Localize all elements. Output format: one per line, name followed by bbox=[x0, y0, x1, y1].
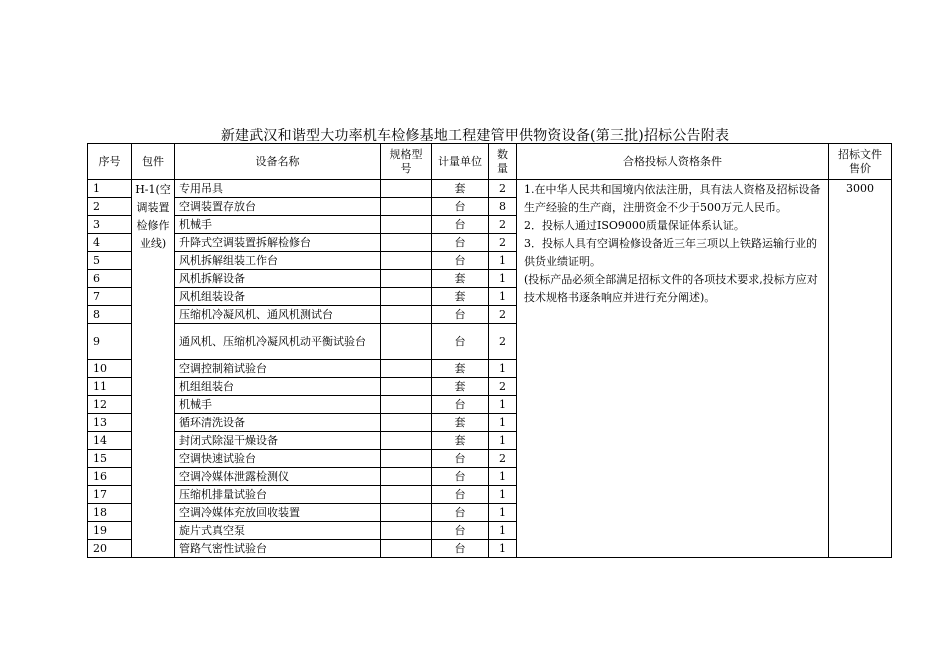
row-number: 20 bbox=[88, 540, 132, 558]
quantity: 1 bbox=[489, 360, 517, 378]
header-unit: 计量单位 bbox=[432, 144, 489, 180]
unit-of-measure: 台 bbox=[432, 234, 489, 252]
row-number: 8 bbox=[88, 306, 132, 324]
spec-model bbox=[381, 306, 432, 324]
equipment-name: 机械手 bbox=[175, 216, 381, 234]
row-number: 13 bbox=[88, 414, 132, 432]
unit-of-measure: 套 bbox=[432, 414, 489, 432]
quantity: 1 bbox=[489, 540, 517, 558]
quantity: 2 bbox=[489, 450, 517, 468]
row-number: 6 bbox=[88, 270, 132, 288]
unit-of-measure: 台 bbox=[432, 522, 489, 540]
quantity: 1 bbox=[489, 522, 517, 540]
table-body bbox=[88, 180, 892, 558]
header-package: 包件 bbox=[132, 144, 175, 180]
unit-of-measure: 台 bbox=[432, 468, 489, 486]
equipment-name: 风机拆解设备 bbox=[175, 270, 381, 288]
tender-document-price: 3000 bbox=[829, 180, 892, 558]
spec-model bbox=[381, 378, 432, 396]
equipment-name: 空调冷媒体泄露检测仪 bbox=[175, 468, 381, 486]
header-row bbox=[88, 144, 892, 180]
row-number: 16 bbox=[88, 468, 132, 486]
unit-of-measure: 台 bbox=[432, 450, 489, 468]
row-number: 1 bbox=[88, 180, 132, 198]
equipment-name: 压缩机冷凝风机、通风机测试台 bbox=[175, 306, 381, 324]
quantity: 1 bbox=[489, 396, 517, 414]
spec-model bbox=[381, 360, 432, 378]
quantity: 2 bbox=[489, 180, 517, 198]
quantity: 1 bbox=[489, 414, 517, 432]
equipment-name: 风机组装设备 bbox=[175, 288, 381, 306]
unit-of-measure: 台 bbox=[432, 198, 489, 216]
unit-of-measure: 台 bbox=[432, 486, 489, 504]
header-conditions: 合格投标人资格条件 bbox=[517, 144, 829, 180]
quantity: 2 bbox=[489, 378, 517, 396]
row-number: 14 bbox=[88, 432, 132, 450]
row-number: 9 bbox=[88, 324, 132, 360]
row-number: 10 bbox=[88, 360, 132, 378]
spec-model bbox=[381, 324, 432, 360]
equipment-name: 空调装置存放台 bbox=[175, 198, 381, 216]
equipment-name: 机械手 bbox=[175, 396, 381, 414]
quantity: 1 bbox=[489, 468, 517, 486]
spec-model bbox=[381, 504, 432, 522]
header-name: 设备名称 bbox=[175, 144, 381, 180]
row-number: 7 bbox=[88, 288, 132, 306]
spec-model bbox=[381, 486, 432, 504]
package-cell: H-1(空调装置检修作业线) bbox=[132, 180, 175, 558]
unit-of-measure: 套 bbox=[432, 360, 489, 378]
spec-model bbox=[381, 288, 432, 306]
quantity: 1 bbox=[489, 486, 517, 504]
header-spec: 规格型号 bbox=[381, 144, 432, 180]
row-number: 5 bbox=[88, 252, 132, 270]
spec-model bbox=[381, 216, 432, 234]
equipment-name: 空调快速试验台 bbox=[175, 450, 381, 468]
header-price: 招标文件售价 bbox=[829, 144, 892, 180]
unit-of-measure: 台 bbox=[432, 306, 489, 324]
spec-model bbox=[381, 468, 432, 486]
equipment-name: 压缩机排量试验台 bbox=[175, 486, 381, 504]
row-number: 15 bbox=[88, 450, 132, 468]
spec-model bbox=[381, 432, 432, 450]
spec-model bbox=[381, 252, 432, 270]
condition-item: 1.在中华人民共和国境内依法注册，具有法人资格及招标设备生产经验的生产商，注册资金不少于500万元人民币。 bbox=[524, 183, 821, 214]
equipment-name: 专用吊具 bbox=[175, 180, 381, 198]
unit-of-measure: 台 bbox=[432, 216, 489, 234]
unit-of-measure: 套 bbox=[432, 180, 489, 198]
quantity: 2 bbox=[489, 324, 517, 360]
unit-of-measure: 台 bbox=[432, 252, 489, 270]
quantity: 1 bbox=[489, 270, 517, 288]
quantity: 2 bbox=[489, 216, 517, 234]
quantity: 1 bbox=[489, 288, 517, 306]
table-row bbox=[88, 180, 892, 198]
quantity: 2 bbox=[489, 234, 517, 252]
equipment-name: 旋片式真空泵 bbox=[175, 522, 381, 540]
spec-model bbox=[381, 180, 432, 198]
equipment-name: 循环清洗设备 bbox=[175, 414, 381, 432]
equipment-name: 升降式空调装置拆解检修台 bbox=[175, 234, 381, 252]
unit-of-measure: 套 bbox=[432, 270, 489, 288]
page-title: 新建武汉和谐型大功率机车检修基地工程建管甲供物资设备(第三批)招标公告附表 bbox=[220, 128, 730, 144]
equipment-name: 空调冷媒体充放回收装置 bbox=[175, 504, 381, 522]
row-number: 2 bbox=[88, 198, 132, 216]
equipment-name: 风机拆解组装工作台 bbox=[175, 252, 381, 270]
unit-of-measure: 套 bbox=[432, 288, 489, 306]
spec-model bbox=[381, 414, 432, 432]
unit-of-measure: 台 bbox=[432, 504, 489, 522]
spec-model bbox=[381, 234, 432, 252]
tender-table bbox=[87, 143, 892, 558]
unit-of-measure: 套 bbox=[432, 378, 489, 396]
spec-model bbox=[381, 396, 432, 414]
unit-of-measure: 台 bbox=[432, 540, 489, 558]
equipment-name: 封闭式除湿干燥设备 bbox=[175, 432, 381, 450]
quantity: 1 bbox=[489, 432, 517, 450]
header-seq: 序号 bbox=[88, 144, 132, 180]
qualification-conditions bbox=[517, 180, 829, 558]
spec-model bbox=[381, 198, 432, 216]
equipment-name: 机组组装台 bbox=[175, 378, 381, 396]
quantity: 1 bbox=[489, 252, 517, 270]
unit-of-measure: 台 bbox=[432, 324, 489, 360]
equipment-name: 通风机、压缩机冷凝风机动平衡试验台 bbox=[175, 324, 381, 360]
unit-of-measure: 台 bbox=[432, 396, 489, 414]
row-number: 19 bbox=[88, 522, 132, 540]
spec-model bbox=[381, 540, 432, 558]
spec-model bbox=[381, 450, 432, 468]
equipment-name: 空调控制箱试验台 bbox=[175, 360, 381, 378]
row-number: 3 bbox=[88, 216, 132, 234]
row-number: 11 bbox=[88, 378, 132, 396]
spec-model bbox=[381, 270, 432, 288]
row-number: 4 bbox=[88, 234, 132, 252]
quantity: 1 bbox=[489, 504, 517, 522]
condition-item: 2．投标人通过ISO9000质量保证体系认证。 bbox=[524, 219, 745, 232]
condition-item: 3．投标人具有空调检修设备近三年三项以上铁路运输行业的供货业绩证明。 bbox=[524, 237, 817, 268]
header-qty: 数量 bbox=[489, 144, 517, 180]
condition-item: (投标产品必须全部满足招标文件的各项技术要求,投标方应对技术规格书逐条响应并进行充分阐述)。 bbox=[524, 273, 818, 304]
row-number: 18 bbox=[88, 504, 132, 522]
unit-of-measure: 套 bbox=[432, 432, 489, 450]
equipment-name: 管路气密性试验台 bbox=[175, 540, 381, 558]
row-number: 17 bbox=[88, 486, 132, 504]
row-number: 12 bbox=[88, 396, 132, 414]
quantity: 2 bbox=[489, 306, 517, 324]
quantity: 8 bbox=[489, 198, 517, 216]
spec-model bbox=[381, 522, 432, 540]
